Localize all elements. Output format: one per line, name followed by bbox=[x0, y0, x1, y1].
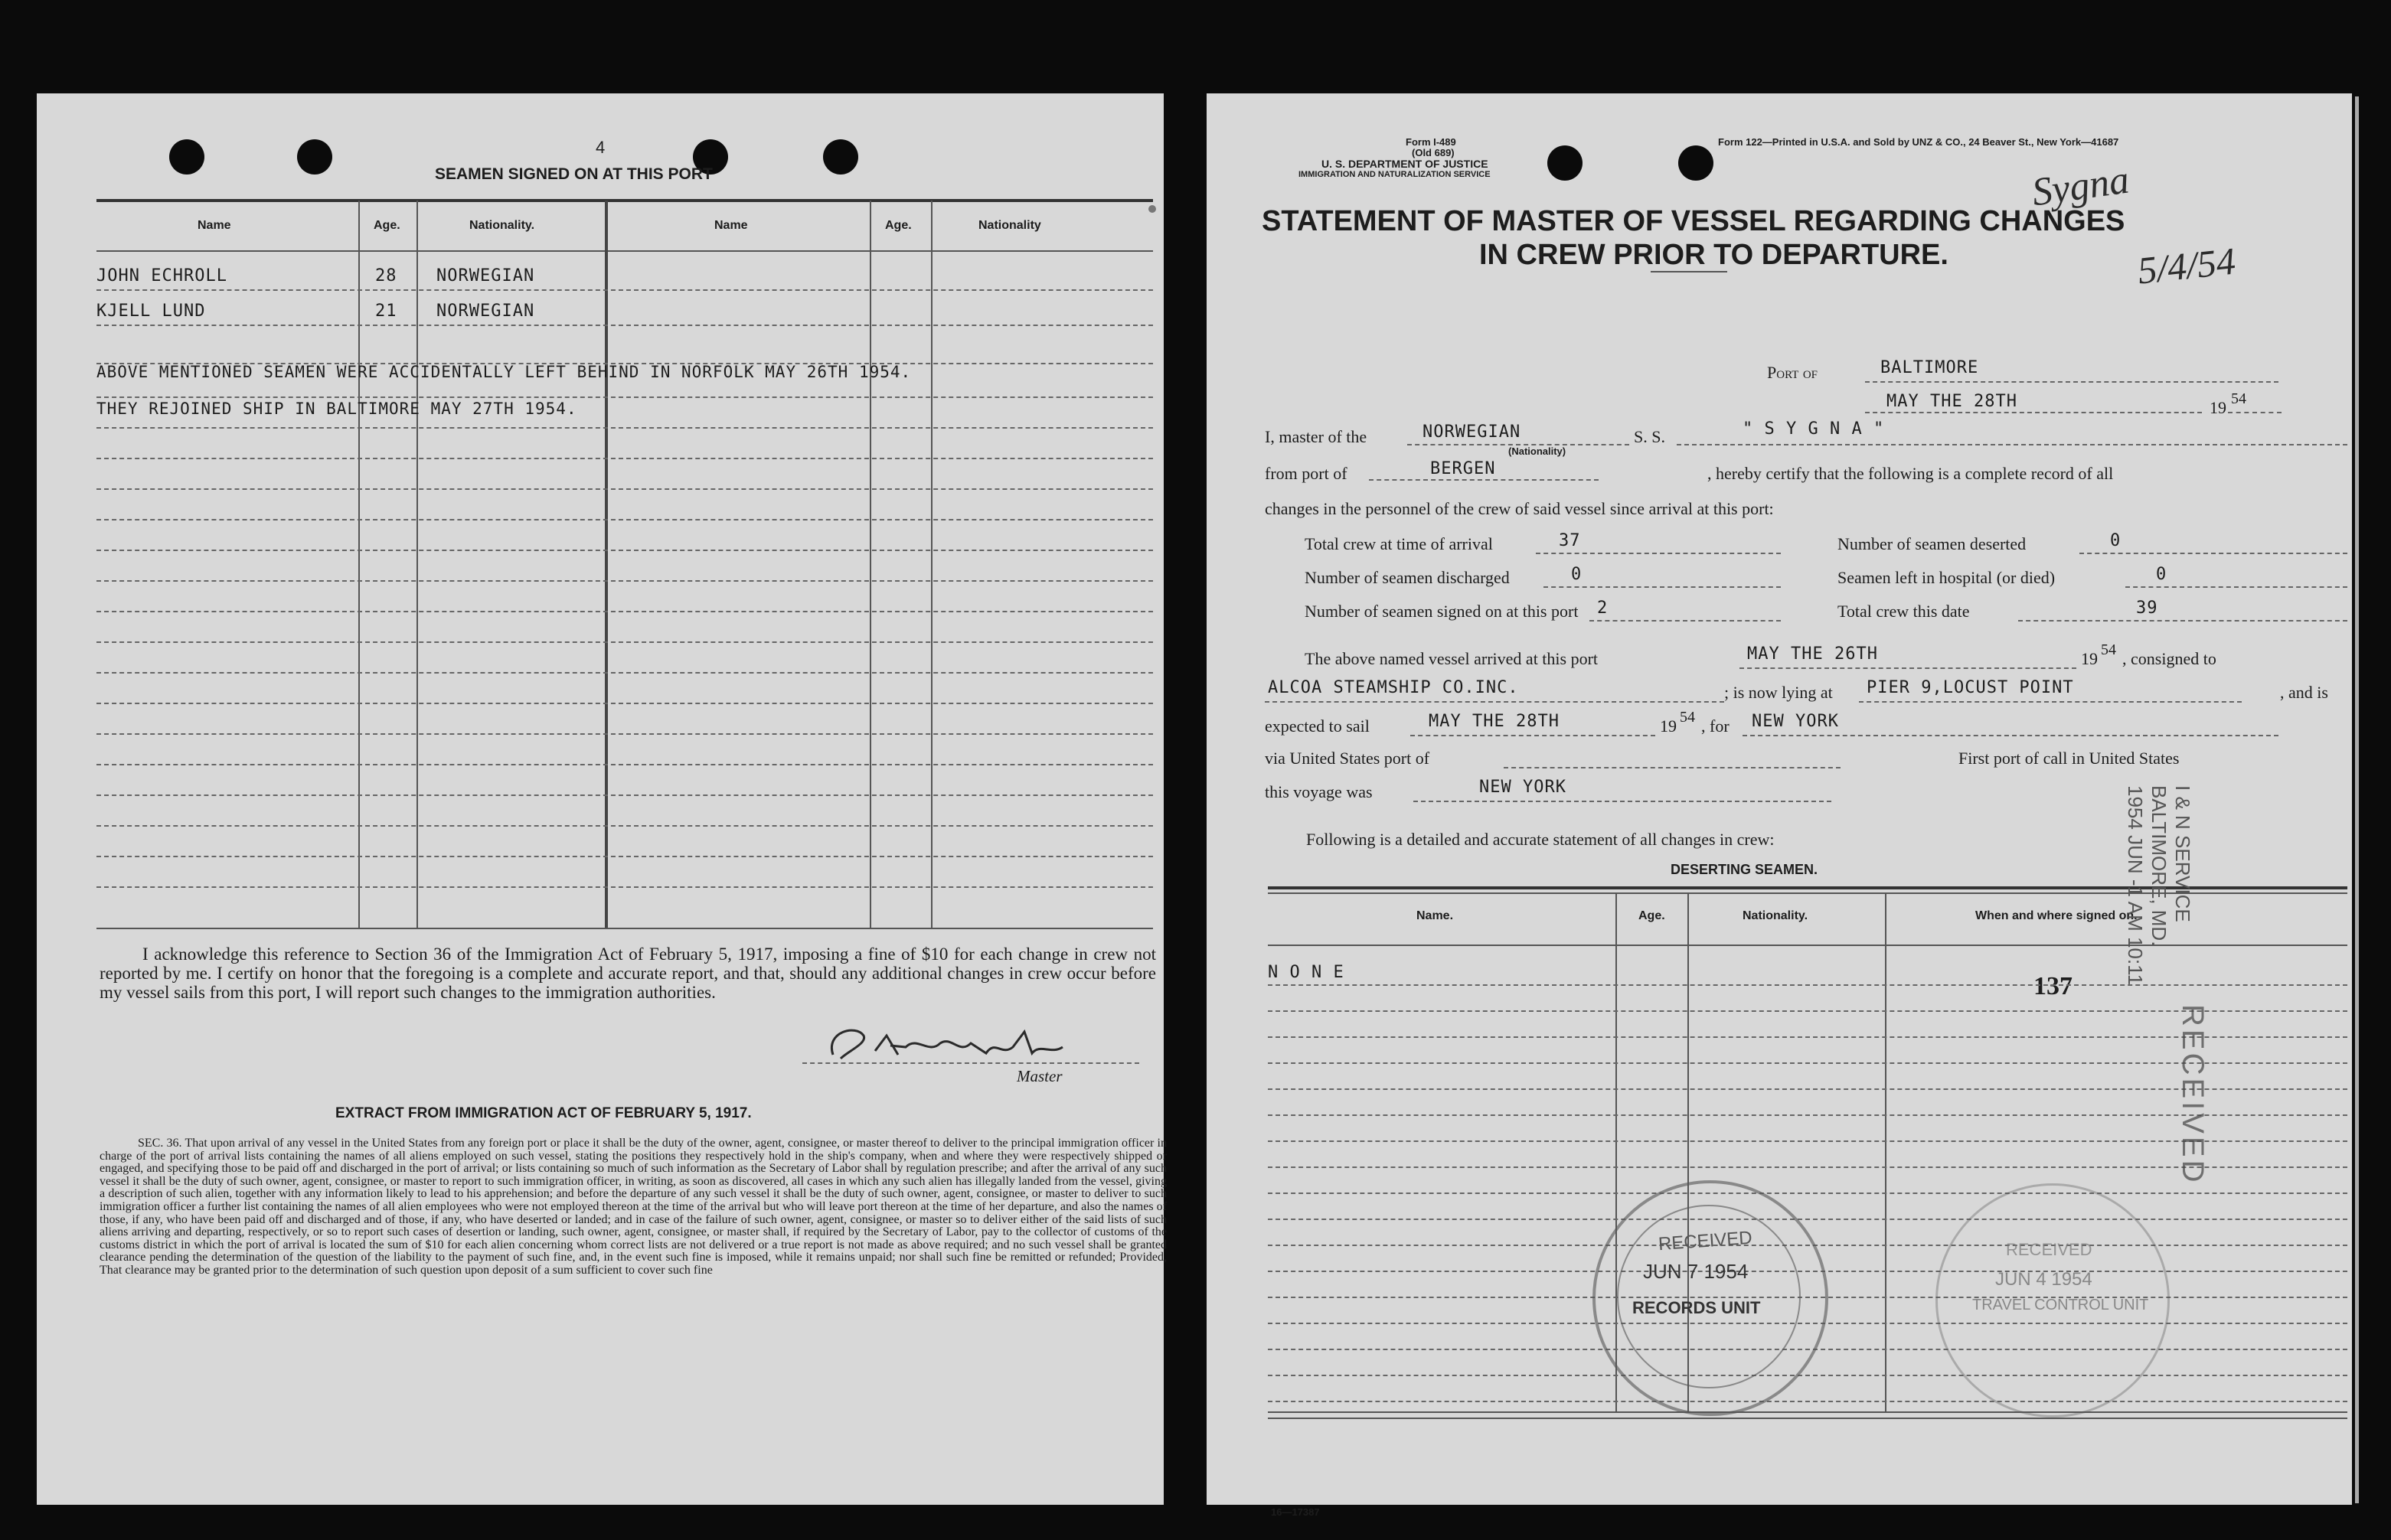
discharged-label: Number of seamen discharged bbox=[1305, 568, 1510, 587]
consigned-label: , consigned to bbox=[2122, 649, 2216, 668]
extract-text: SEC. 36. That upon arrival of any vessel in the United States from any foreign port or place it shall be the duty of the owner, agent, consignee, or master thereof to deliver to the principal immigration officer in charge of the port of arrival lists containing the names of all aliens employed on such vessel, stating the positions they respectively hold in the ship's company, when and where they were respectively shipped or engaged, and specifying those to be paid off and discharged in the port of arrival; or lists containing so much of such information as the Secretary of Labor shall by regulation prescribe; and after the arrival of any such vessel it shall be the duty of such owner, agent, consignee, or master to report to such immigration officer, in writing, as soon as discovered, all cases in which any such alien has illegally landed from the vessel, giving a description of such alien, together with any information likely to lead to his apprehension; and before the departure of any such vessel it shall be the duty of such owner, agent, consignee, or master to deliver to such immigration officer a further list containing the names of all alien employees who were not employed thereon at the time of the arrival but who will leave port thereon at the time of her departure, and also the names of those, if any, who have been paid off and discharged and of those, if any, who have deserted or landed; and in case of the failure of such owner, agent, consignee, or master so to deliver either of the said lists of such aliens arriving and departing, respectively, or so to report such cases of desertion or landing, such owner, agent, consignee, or master shall, if required by the Secretary of Labor, pay to the collector of customs of the customs district in which the port of arrival is located the sum of $10 for each alien concerning whom correct lists are not delivered or a true report is not made as above required; and no such vessel shall be granted clearance pending the determination of the question of the liability to the payment of such fine, and, in the event such fine is imposed, while it remains unpaid; nor shall such fine be remitted or refunded; Provided, That clearance may be granted prior to the determination of such question upon deposit of a sum sufficient to cover such fine bbox=[100, 1137, 1167, 1277]
for-label: , for bbox=[1701, 716, 1730, 736]
lying-value: PIER 9,LOCUST POINT bbox=[1867, 678, 2074, 697]
section-title: SEAMEN SIGNED ON AT THIS PORT bbox=[435, 165, 713, 183]
form-old: (Old 689) bbox=[1412, 147, 1455, 158]
master-of-label: I, master of the bbox=[1265, 427, 1367, 446]
d-header-age: Age. bbox=[1638, 909, 1665, 922]
speck bbox=[1148, 205, 1156, 213]
col-header-nationality: Nationality. bbox=[469, 219, 535, 232]
vessel-name: " S Y G N A " bbox=[1743, 419, 1885, 439]
seaman-nationality: NORWEGIAN bbox=[436, 266, 535, 285]
ss-label: S. S. bbox=[1634, 427, 1665, 446]
footer-code: 16—17387 bbox=[1271, 1506, 1320, 1518]
arrived-label: The above named vessel arrived at this port bbox=[1305, 649, 1599, 668]
left-page bbox=[37, 93, 1167, 1505]
department: U. S. DEPARTMENT OF JUSTICE bbox=[1321, 158, 1488, 170]
following-text: Following is a detailed and accurate statement of all changes in crew: bbox=[1306, 830, 1775, 849]
punch-hole bbox=[1678, 145, 1713, 181]
total-crew-arrival-label: Total crew at time of arrival bbox=[1305, 534, 1493, 553]
received-stamp-vertical bbox=[2175, 1004, 2210, 1186]
d-header-nationality: Nationality. bbox=[1743, 909, 1808, 922]
stamp1-date: JUN 7 1954 bbox=[1643, 1260, 1749, 1283]
arrived-year-prefix: 19 bbox=[2081, 649, 2098, 668]
year-value: 54 bbox=[2231, 390, 2246, 407]
expected-label: expected to sail bbox=[1265, 716, 1370, 736]
nationality-caption: (Nationality) bbox=[1508, 445, 1566, 457]
first-port-value: NEW YORK bbox=[1479, 778, 1566, 797]
form-title: STATEMENT OF MASTER OF VESSEL REGARDING CHANGES bbox=[1262, 205, 2125, 237]
from-port-value: BERGEN bbox=[1430, 459, 1496, 478]
page-stamp-number: 137 bbox=[2033, 972, 2073, 1000]
hospital-label: Seamen left in hospital (or died) bbox=[1837, 568, 2056, 587]
consignee-value: ALCOA STEAMSHIP CO.INC. bbox=[1268, 678, 1519, 697]
page-number: 4 bbox=[596, 138, 606, 157]
handwritten-date: 5/4/54 bbox=[2135, 239, 2238, 292]
seaman-age: 21 bbox=[375, 302, 397, 321]
col-header-name: Name bbox=[198, 219, 231, 232]
stamp2-received: RECEIVED bbox=[2006, 1240, 2092, 1259]
expected-year: 54 bbox=[1680, 709, 1695, 726]
punch-hole bbox=[169, 139, 204, 175]
d-header-name: Name. bbox=[1416, 909, 1454, 922]
expected-year-prefix: 19 bbox=[1660, 716, 1677, 736]
first-port-label: First port of call in United States bbox=[1958, 749, 2180, 768]
discharged-value: 0 bbox=[1571, 565, 1583, 584]
stamp-service-text: I & N SERVICE bbox=[2171, 785, 2194, 922]
stamp-city-text: BALTIMORE, MD. bbox=[2148, 785, 2171, 947]
voyage-label: this voyage was bbox=[1265, 782, 1373, 801]
stamp2-date: JUN 4 1954 bbox=[1995, 1269, 2092, 1290]
handwritten-vessel: Sygna bbox=[2029, 158, 2132, 215]
punch-hole bbox=[297, 139, 332, 175]
port-value: BALTIMORE bbox=[1880, 358, 1979, 377]
stamp2-unit: TRAVEL CONTROL UNIT bbox=[1972, 1297, 2149, 1313]
certify-text: , hereby certify that the following is a complete record of all bbox=[1707, 464, 2114, 483]
signed-on-label: Number of seamen signed on at this port bbox=[1305, 602, 1579, 621]
printer-line: Form 122—Printed in U.S.A. and Sold by UNZ & CO., 24 Beaver St., New York—41687 bbox=[1718, 136, 2119, 148]
and-is-label: , and is bbox=[2280, 683, 2328, 702]
service: IMMIGRATION AND NATURALIZATION SERVICE bbox=[1298, 170, 1491, 179]
total-crew-arrival-value: 37 bbox=[1559, 531, 1581, 550]
col-header-age-2: Age. bbox=[885, 219, 912, 232]
form-number: Form I-489 bbox=[1406, 136, 1456, 148]
changes-text: changes in the personnel of the crew of said vessel since arrival at this port: bbox=[1265, 499, 1774, 518]
deserting-title: DESERTING SEAMEN. bbox=[1671, 862, 1818, 877]
punch-hole bbox=[823, 139, 858, 175]
nationality-value: NORWEGIAN bbox=[1423, 423, 1521, 442]
arrived-value: MAY THE 26TH bbox=[1747, 644, 1878, 664]
stamp1-received: RECEIVED bbox=[1658, 1227, 1753, 1255]
expected-value: MAY THE 28TH bbox=[1429, 712, 1560, 731]
acknowledgement-text: I acknowledge this reference to Section 36 of the Immigration Act of February 5, 1917, imposing a fine of $10 for each change in crew not reported by me. I certify on honor that the foregoing is a complete and accurate report, and that, should any additional changes in crew occur before my vessel sails from this port, I will report such changes to the immigration authorities. bbox=[100, 945, 1156, 1002]
seaman-name: KJELL LUND bbox=[96, 302, 206, 321]
page-edge-mark bbox=[2355, 96, 2359, 1503]
seaman-nationality: NORWEGIAN bbox=[436, 302, 535, 321]
via-label: via United States port of bbox=[1265, 749, 1430, 768]
seaman-name: JOHN ECHROLL bbox=[96, 266, 227, 285]
punch-hole bbox=[1547, 145, 1583, 181]
col-header-age: Age. bbox=[374, 219, 400, 232]
seaman-age: 28 bbox=[375, 266, 397, 285]
hospital-value: 0 bbox=[2156, 565, 2167, 584]
total-crew-date-label: Total crew this date bbox=[1837, 602, 1970, 621]
master-label: Master bbox=[1017, 1067, 1063, 1085]
date-value: MAY THE 28TH bbox=[1886, 392, 2017, 411]
deserted-value: 0 bbox=[2110, 531, 2122, 550]
lying-label: ; is now lying at bbox=[1724, 683, 1833, 702]
form-title-line2: IN CREW PRIOR TO DEPARTURE. bbox=[1479, 239, 1948, 271]
from-port-label: from port of bbox=[1265, 464, 1347, 483]
none-entry: N O N E bbox=[1268, 963, 1344, 982]
arrived-year: 54 bbox=[2101, 641, 2116, 658]
d-header-signed-on: When and where signed on. bbox=[1975, 909, 2138, 922]
col-header-nationality-2: Nationality bbox=[978, 219, 1041, 232]
year-prefix: 19 bbox=[2210, 398, 2226, 417]
received-stamp-service bbox=[2123, 785, 2194, 985]
port-label: Port of bbox=[1767, 363, 1818, 382]
remark-line: ABOVE MENTIONED SEAMEN WERE ACCIDENTALLY LEFT BEHIND IN NORFOLK MAY 26TH 1954. bbox=[96, 363, 912, 381]
stamp-date-text: 1954 JUN -1 AM 10:11 bbox=[2124, 785, 2147, 986]
remark-line: THEY REJOINED SHIP IN BALTIMORE MAY 27TH 1954. bbox=[96, 400, 577, 418]
total-crew-date-value: 39 bbox=[2136, 599, 2158, 618]
extract-title: EXTRACT FROM IMMIGRATION ACT OF FEBRUARY 5, 1917. bbox=[335, 1105, 752, 1121]
col-header-name-2: Name bbox=[714, 219, 748, 232]
stamp-received: RECEIVED bbox=[2176, 1004, 2210, 1186]
master-signature bbox=[795, 1016, 1116, 1078]
stamp1-unit: RECORDS UNIT bbox=[1632, 1298, 1761, 1317]
signed-on-value: 2 bbox=[1597, 599, 1609, 618]
destination-value: NEW YORK bbox=[1752, 712, 1839, 731]
right-page bbox=[1207, 93, 2352, 1518]
deserted-label: Number of seamen deserted bbox=[1837, 534, 2027, 553]
